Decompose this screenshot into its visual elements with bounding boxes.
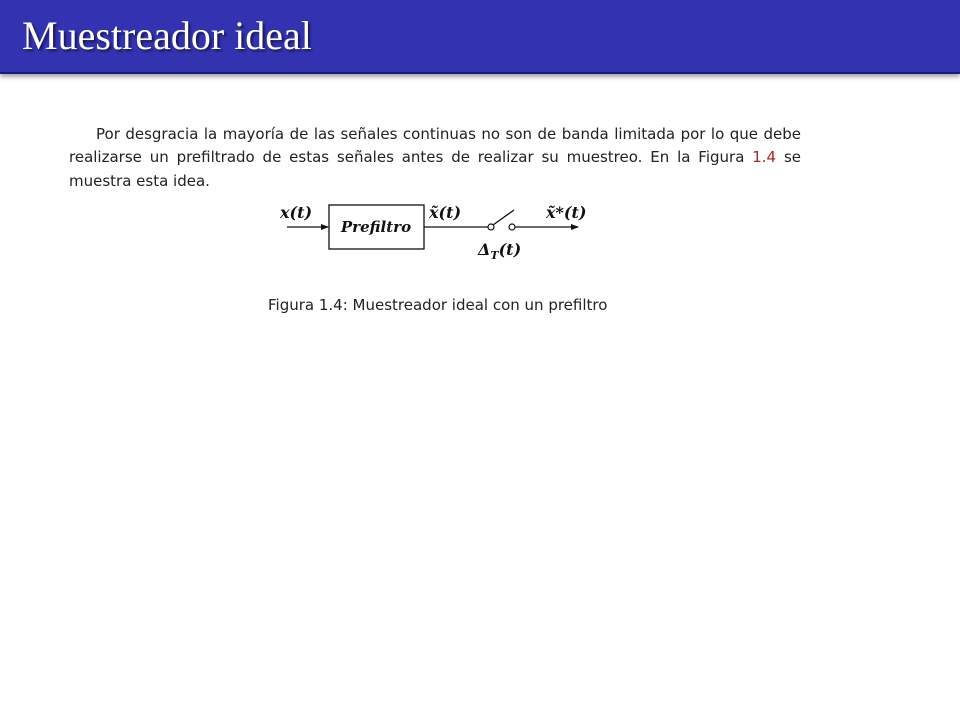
sampling-switch-label xyxy=(477,240,521,262)
slide-title-bar xyxy=(0,0,960,74)
switch-label-subscript: T xyxy=(490,249,499,262)
filtered-signal-label: x̃(t) xyxy=(429,203,462,222)
block-diagram xyxy=(270,195,610,270)
paragraph-text-before: Por desgracia la mayoría de las señales continuas no son de banda limitada por lo que debe realizarse un prefiltrado de estas señales antes de realizar su muestreo. En la Figura xyxy=(69,125,801,167)
output-signal-label: x̃*(t) xyxy=(546,203,587,222)
switch-terminal-right xyxy=(509,224,515,230)
paragraph-text-after: se muestra esta idea. xyxy=(69,148,801,190)
figure-caption: Figura 1.4: Muestreador ideal con un prefiltro xyxy=(268,296,608,314)
switch-label-delta: Δ xyxy=(478,240,491,259)
body-paragraph xyxy=(69,123,801,193)
switch-blade xyxy=(493,210,514,225)
input-signal-label: x(t) xyxy=(280,203,313,222)
figure-reference-link[interactable]: 1.4 xyxy=(752,148,777,167)
switch-label-argument: (t) xyxy=(498,240,522,259)
prefilter-block-label: Prefiltro xyxy=(340,218,412,236)
slide-title: Muestreador ideal xyxy=(22,13,312,58)
